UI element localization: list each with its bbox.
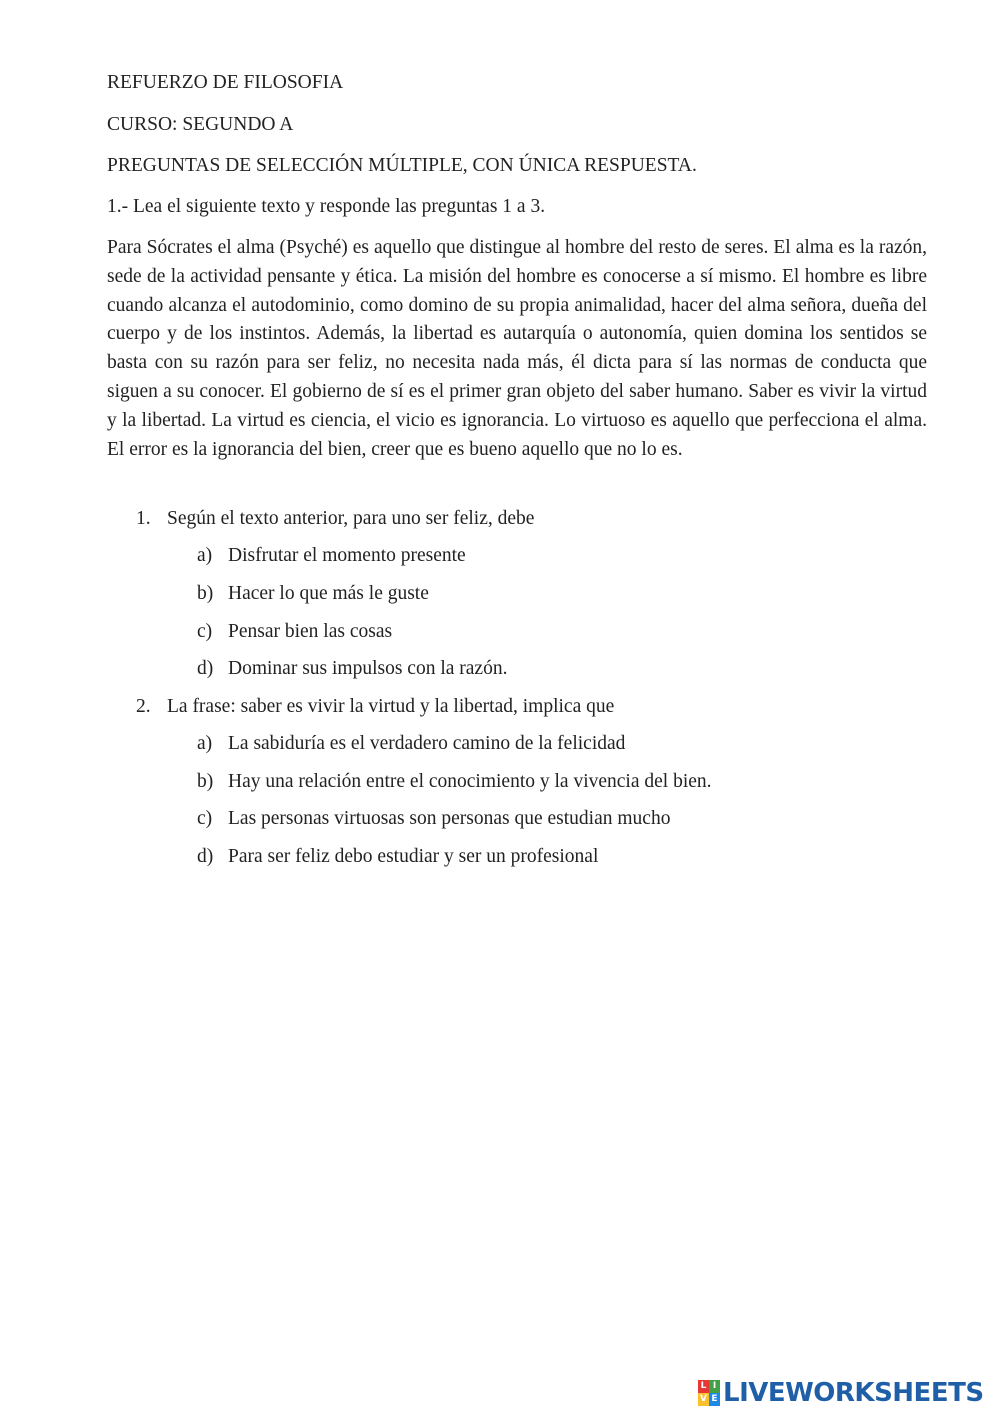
question-2	[136, 696, 614, 718]
option-letter: a)	[197, 545, 213, 566]
option-text: Las personas virtuosas son personas que estudian mucho	[228, 808, 671, 829]
question-text: La frase: saber es vivir la virtud y la libertad, implica que	[167, 696, 615, 717]
option-letter: c)	[197, 808, 213, 829]
option-text: Hay una relación entre el conocimiento y la vivencia del bien.	[228, 771, 712, 792]
badge-letter-l: L	[698, 1380, 709, 1393]
option-text: Pensar bien las cosas	[228, 621, 393, 642]
option-1a[interactable]	[197, 545, 466, 567]
option-letter: d)	[197, 658, 214, 679]
option-2c[interactable]	[197, 808, 670, 830]
option-2d[interactable]	[197, 846, 598, 868]
option-letter: d)	[197, 846, 214, 867]
question-text: Según el texto anterior, para uno ser feliz, debe	[167, 508, 535, 529]
question-number: 1.	[136, 508, 151, 529]
option-text: Dominar sus impulsos con la razón.	[228, 658, 508, 679]
course-label: CURSO: SEGUNDO A	[107, 114, 294, 135]
reading-passage: Para Sócrates el alma (Psyché) es aquello que distingue al hombre del resto de seres. El alma es la razón, sede de la actividad pensante y ética. La misión del hombre es conocerse a sí mismo. El hombre es libre cuando alcanza el autodominio, como domino de su propia animalidad, hacer del alma señora, dueña del cuerpo y de los instintos. Además, la libertad es autarquía o autonomía, quien domina los sentidos se basta con su razón para ser feliz, no necesita nada más, él dicta para sí las normas de conducta que siguen a su conocer. El gobierno de sí es el primer gran objeto del saber humano. Saber es vivir la virtud y la libertad. La virtud es ciencia, el vicio es ignorancia. Lo virtuoso es aquello que perfecciona el alma. El error es la ignorancia del bien, creer que es bueno aquello que no lo es.	[107, 237, 927, 460]
option-1b[interactable]	[197, 583, 429, 605]
option-2b[interactable]	[197, 771, 712, 793]
worksheet-title: REFUERZO DE FILOSOFIA	[107, 72, 344, 93]
question-number: 2.	[136, 696, 151, 717]
instruction-text: 1.- Lea el siguiente texto y responde las preguntas 1 a 3.	[107, 196, 546, 217]
option-1d[interactable]	[197, 658, 507, 680]
section-heading: PREGUNTAS DE SELECCIÓN MÚLTIPLE, CON ÚNICA RESPUESTA.	[107, 155, 697, 176]
liveworksheets-logo	[698, 1378, 984, 1408]
option-text: La sabiduría es el verdadero camino de la felicidad	[228, 733, 626, 754]
option-letter: c)	[197, 621, 213, 642]
option-letter: b)	[197, 771, 214, 792]
option-text: Para ser feliz debo estudiar y ser un profesional	[228, 846, 599, 867]
logo-text: LIVEWORKSHEETS	[723, 1378, 984, 1408]
badge-letter-v: V	[698, 1393, 709, 1406]
option-2a[interactable]	[197, 733, 625, 755]
live-badge-icon	[698, 1380, 720, 1406]
option-text: Hacer lo que más le guste	[228, 583, 429, 604]
badge-letter-e: E	[709, 1393, 720, 1406]
badge-letter-i: I	[709, 1380, 720, 1393]
option-1c[interactable]	[197, 621, 392, 643]
question-1	[136, 508, 534, 530]
option-letter: b)	[197, 583, 214, 604]
option-letter: a)	[197, 733, 213, 754]
option-text: Disfrutar el momento presente	[228, 545, 466, 566]
